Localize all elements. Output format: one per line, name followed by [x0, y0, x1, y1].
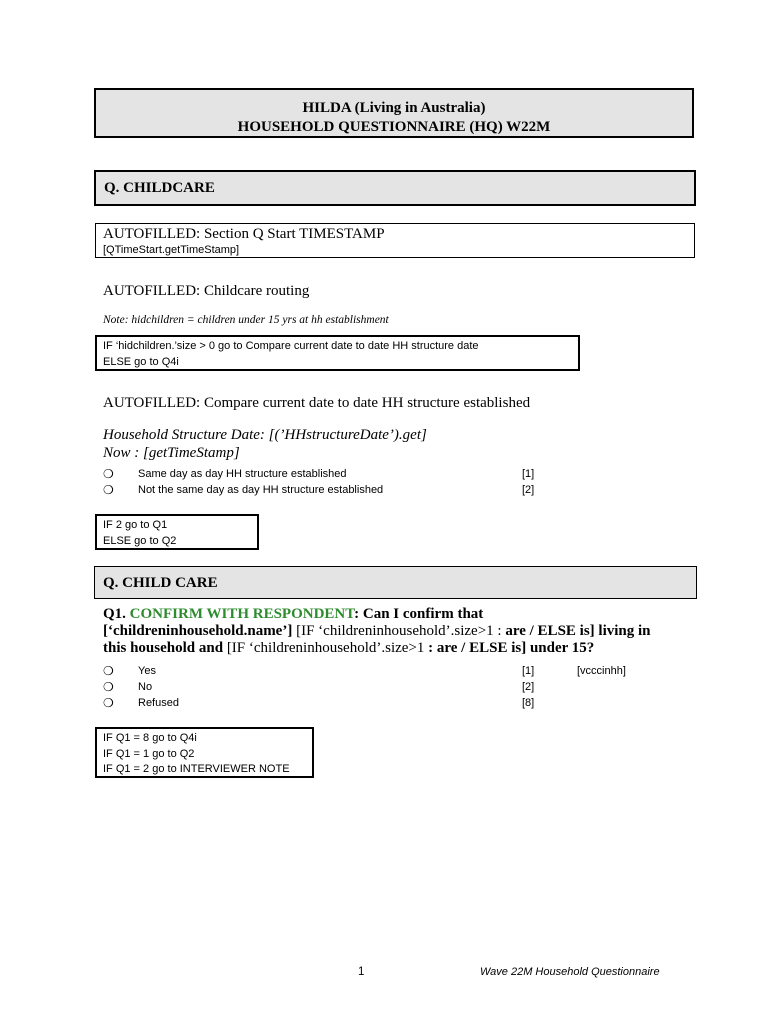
questionnaire-title-box: [94, 88, 694, 138]
childcare-routing-heading: AUTOFILLED: Childcare routing: [103, 283, 310, 299]
q1-children-name: [‘childreninhousehold.name’]: [103, 623, 293, 639]
now-timestamp-line: Now : [getTimeStamp]: [103, 445, 240, 461]
title-line-2: HOUSEHOLD QUESTIONNAIRE (HQ) W22M: [237, 119, 551, 135]
compare-date-routing-box: [95, 514, 259, 550]
option-label: No: [138, 681, 153, 693]
q1-number: Q1.: [103, 606, 130, 622]
childcare-routing-box: [95, 335, 580, 371]
answer-option[interactable]: [103, 663, 583, 679]
option-code: [1]: [522, 468, 535, 480]
q1-question-text: [103, 606, 693, 657]
option-label: Refused: [138, 697, 179, 709]
q1-condition: [IF ‘childreninhousehold’.size>1 :: [292, 623, 506, 639]
q1-variable-name: [vcccinhh]: [577, 665, 626, 677]
q1-text-b3: are / ELSE is] living in: [505, 623, 651, 639]
option-code: [1]: [522, 665, 535, 677]
q1-routing-box: [95, 727, 314, 778]
option-label: Yes: [138, 665, 156, 677]
autofilled-timestamp-box: [95, 223, 695, 258]
radio-bullet-icon: ❍: [103, 696, 114, 710]
routing-line: IF ‘hidchildren.’size > 0 go to Compare current date to date HH structure date: [103, 340, 479, 352]
page-number: 1: [358, 966, 365, 978]
radio-bullet-icon: ❍: [103, 483, 114, 497]
radio-bullet-icon: ❍: [103, 680, 114, 694]
answer-option[interactable]: [103, 679, 583, 695]
routing-line: IF Q1 = 8 go to Q4i: [103, 732, 197, 744]
timestamp-heading: AUTOFILLED: Section Q Start TIMESTAMP: [103, 226, 385, 242]
option-code: [2]: [522, 681, 535, 693]
routing-line: IF 2 go to Q1: [103, 519, 168, 531]
q1-condition-2: [IF ‘childreninhousehold’.size>1: [226, 640, 429, 656]
answer-option[interactable]: [103, 482, 583, 498]
option-code: [2]: [522, 484, 535, 496]
hidchildren-note: Note: hidchildren = children under 15 yrs at hh establishment: [103, 314, 389, 326]
section-heading-child-care: Q. CHILD CARE: [94, 566, 697, 599]
q1-confirm-instruction: CONFIRM WITH RESPONDENT: [129, 606, 355, 622]
structure-date-line: Household Structure Date: [(’HHstructureDate’).get]: [103, 427, 427, 443]
document-footer-title: Wave 22M Household Questionnaire: [480, 966, 660, 978]
radio-bullet-icon: ❍: [103, 467, 114, 481]
option-label: Same day as day HH structure established: [138, 468, 347, 480]
answer-option[interactable]: [103, 466, 583, 482]
q1-text-c1: this household and: [103, 640, 227, 656]
option-code: [8]: [522, 697, 535, 709]
q1-text-c3: : are / ELSE is] under 15?: [428, 640, 595, 656]
q1-text-a: : Can I confirm that: [354, 606, 484, 622]
routing-line: ELSE go to Q2: [103, 534, 177, 547]
radio-bullet-icon: ❍: [103, 664, 114, 678]
routing-line: ELSE go to Q4i: [103, 355, 179, 368]
title-line-1: HILDA (Living in Australia): [302, 100, 486, 116]
routing-line: IF Q1 = 1 go to Q2: [103, 747, 195, 760]
answer-option[interactable]: [103, 695, 583, 711]
timestamp-code: [QTimeStart.getTimeStamp]: [103, 244, 240, 256]
structure-date-block: [103, 426, 427, 462]
compare-date-heading: AUTOFILLED: Compare current date to date HH structure established: [103, 395, 531, 411]
option-label: Not the same day as day HH structure established: [138, 484, 384, 496]
section-heading-childcare: Q. CHILDCARE: [94, 170, 696, 206]
routing-line: IF Q1 = 2 go to INTERVIEWER NOTE: [103, 763, 290, 775]
